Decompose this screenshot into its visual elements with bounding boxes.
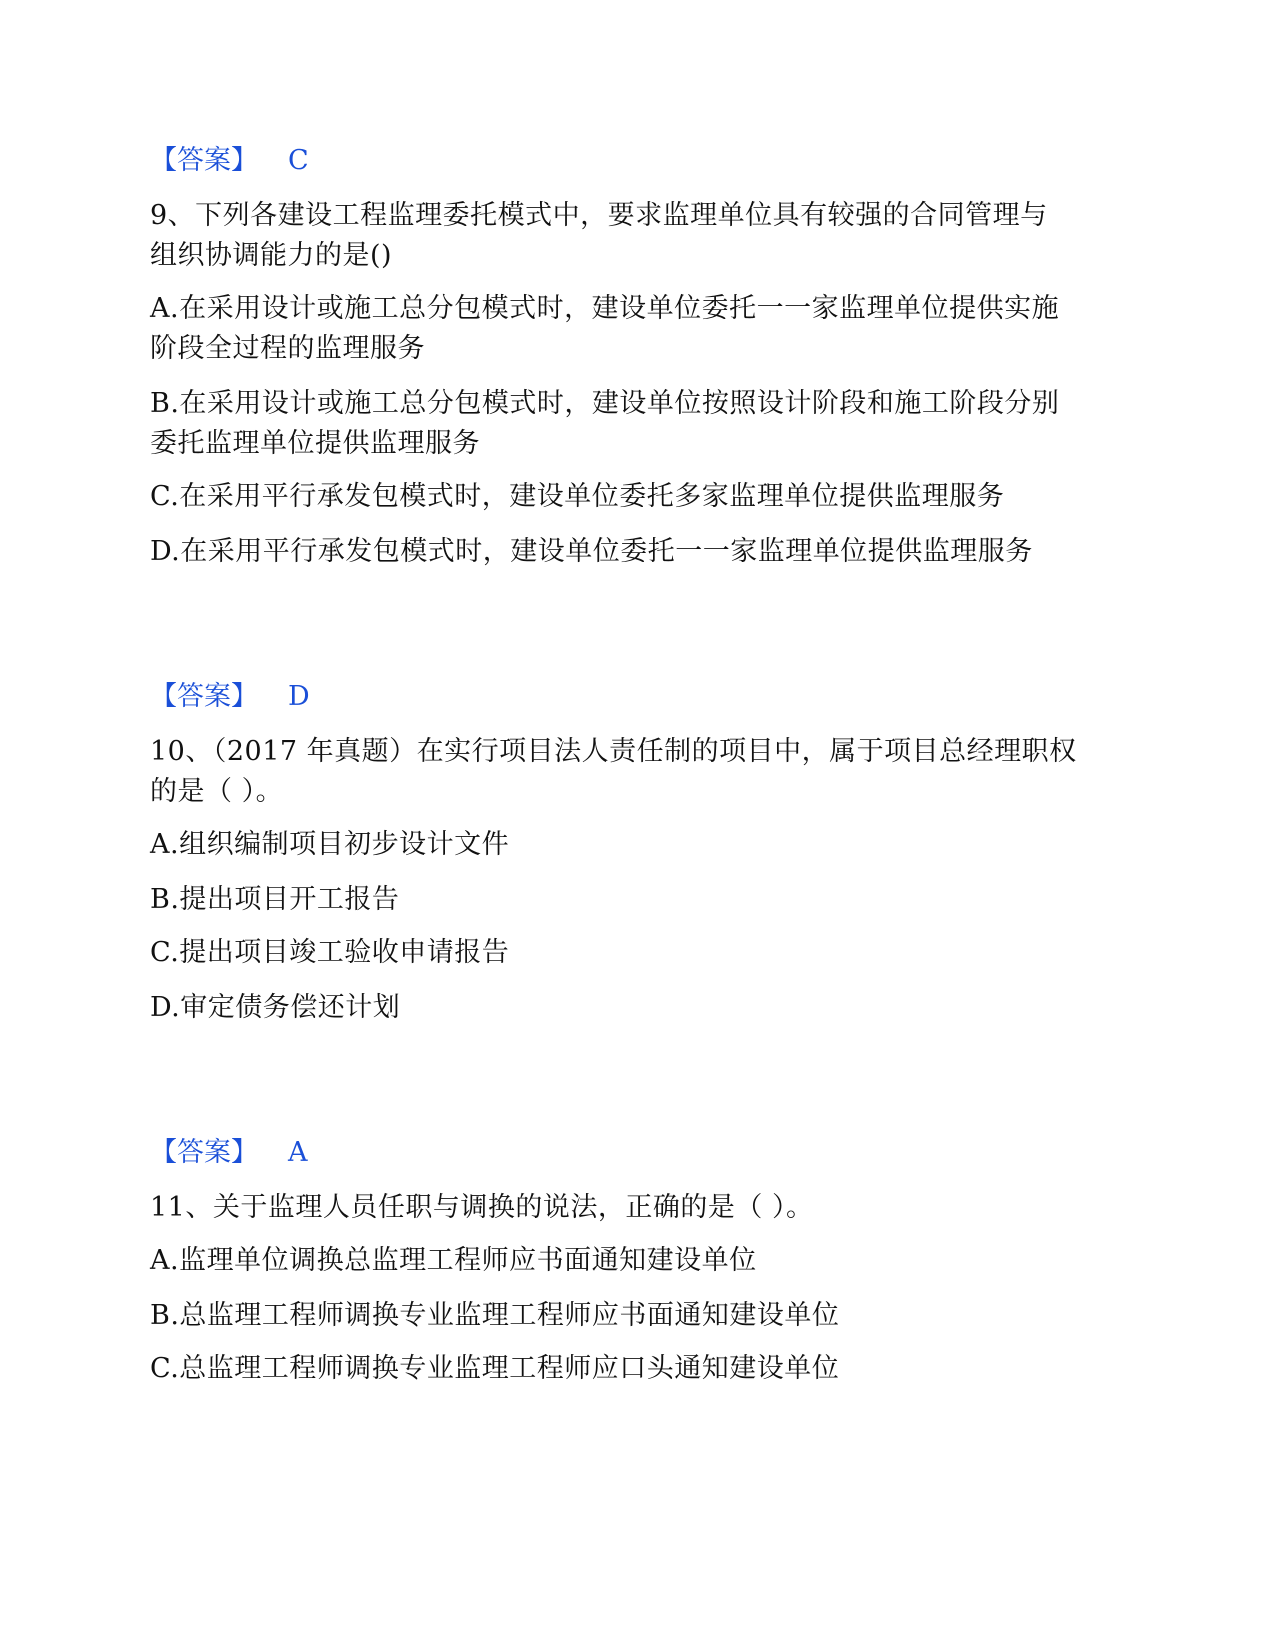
question-9-option-b-line-2: 委托监理单位提供监理服务: [150, 428, 480, 459]
question-9-stem-line-1: 9、下列各建设工程监理委托模式中，要求监理单位具有较强的合同管理与: [150, 200, 1048, 231]
question-9-stem-line-2: 组织协调能力的是(): [150, 240, 393, 271]
question-10-option-b: B.提出项目开工报告: [150, 884, 400, 915]
answer-value: D: [288, 681, 310, 712]
question-11-option-b: B.总监理工程师调换专业监理工程师应书面通知建设单位: [150, 1300, 840, 1331]
question-9-option-a-line-1: A.在采用设计或施工总分包模式时，建设单位委托一一家监理单位提供实施: [150, 293, 1060, 324]
question-9-option-a-line-2: 阶段全过程的监理服务: [150, 333, 425, 364]
answer-10: [150, 1133, 308, 1173]
question-10-option-a: A.组织编制项目初步设计文件: [150, 829, 510, 860]
answer-label: 【答案】: [150, 681, 258, 712]
question-11-option-a: A.监理单位调换总监理工程师应书面通知建设单位: [150, 1245, 757, 1276]
question-10-option-d: D.审定债务偿还计划: [150, 992, 401, 1023]
answer-label: 【答案】: [150, 1137, 258, 1168]
question-10-stem-line-1: 10、（2017 年真题）在实行项目法人责任制的项目中，属于项目总经理职权: [150, 736, 1077, 767]
answer-value: C: [288, 145, 309, 176]
question-9-option-d: D.在采用平行承发包模式时，建设单位委托一一家监理单位提供监理服务: [150, 536, 1033, 567]
answer-8: [150, 141, 309, 181]
answer-label: 【答案】: [150, 145, 258, 176]
question-11-stem: 11、关于监理人员任职与调换的说法，正确的是（ ）。: [150, 1192, 814, 1223]
answer-9: [150, 677, 310, 717]
question-10-stem-line-2: 的是（ ）。: [150, 776, 284, 807]
question-9-option-c: C.在采用平行承发包模式时，建设单位委托多家监理单位提供监理服务: [150, 481, 1005, 512]
question-10-option-c: C.提出项目竣工验收申请报告: [150, 937, 510, 968]
question-9-option-b-line-1: B.在采用设计或施工总分包模式时，建设单位按照设计阶段和施工阶段分别: [150, 388, 1060, 419]
answer-value: A: [288, 1137, 308, 1168]
question-11-option-c: C.总监理工程师调换专业监理工程师应口头通知建设单位: [150, 1353, 840, 1384]
